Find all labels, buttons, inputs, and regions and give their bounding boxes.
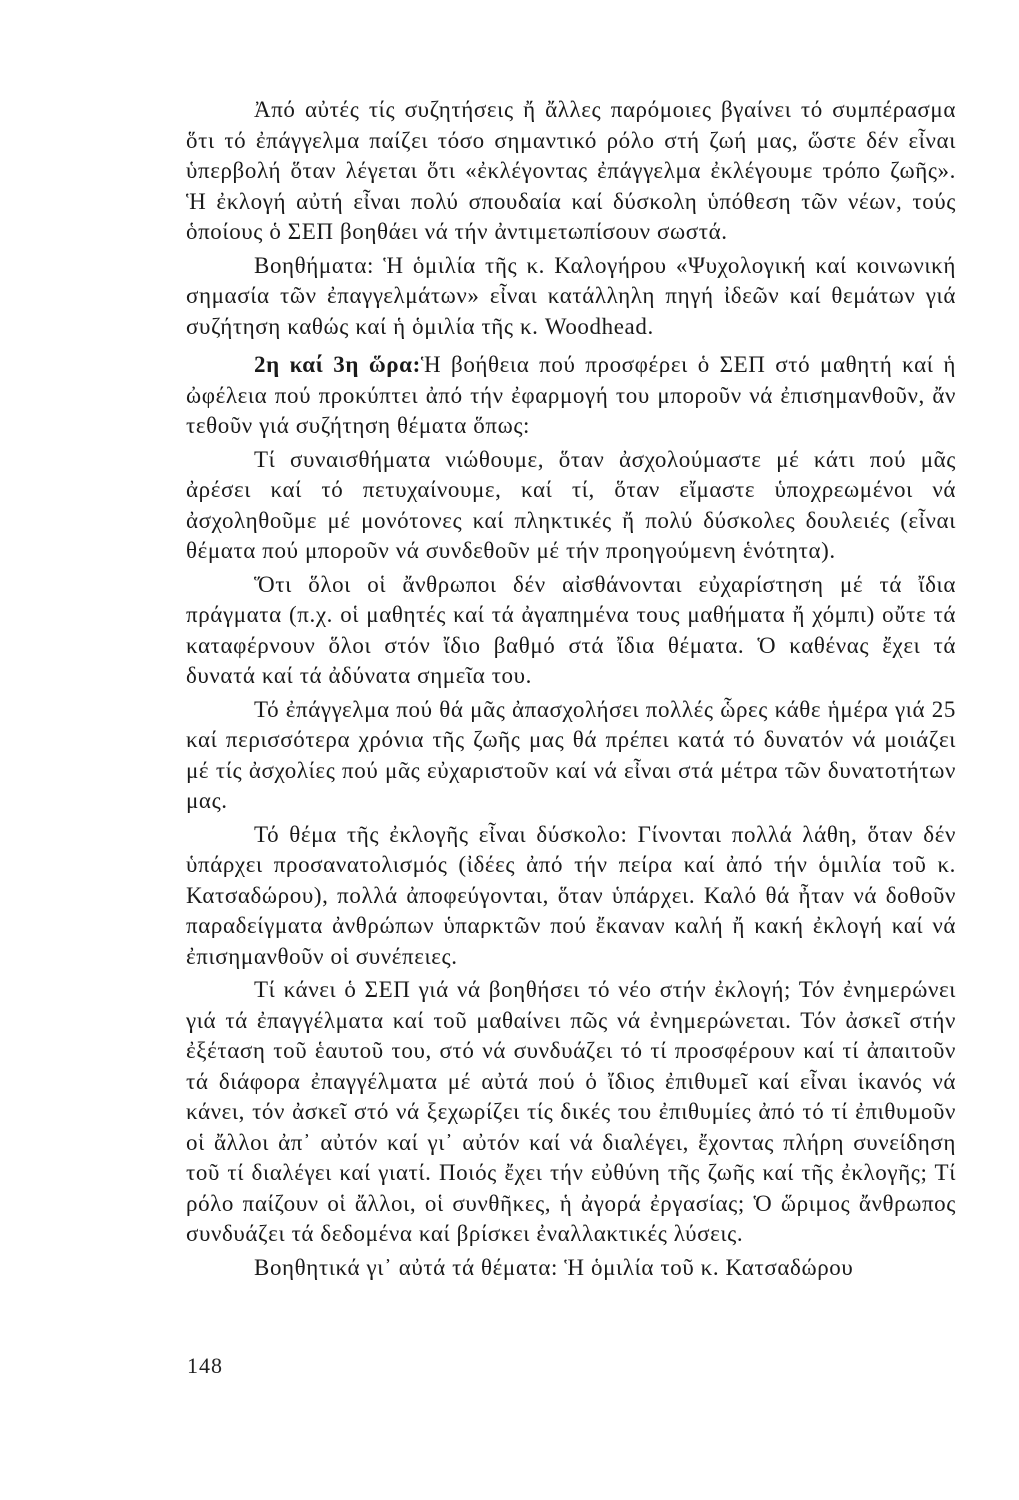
section-lead-text: Ἡ βοήθεια πού προσφέρει ὁ ΣΕΠ στό μαθητή καί ἡ ὠφέλεια πού προκύπτει ἀπό τήν ἐφαρμογή του μποροῦν νά ἐπισημανθοῦν, ἄν τεθοῦν γιά συζήτηση θέματα ὅπως: (186, 352, 956, 438)
page-number: 148 (187, 1353, 223, 1378)
paragraph-aids-2: Βοηθητικά γι᾽ αὐτά τά θέματα: Ἡ ὁμιλία τοῦ κ. Κατσαδώρου (254, 1254, 854, 1280)
paragraph-hours-2-3 (186, 350, 956, 442)
body-text (186, 95, 956, 1283)
section-lead: 2η καί 3η ὥρα: (254, 352, 421, 377)
paragraph-sep-role: Τί κάνει ὁ ΣΕΠ γιά νά βοηθήσει τό νέο στήν ἐκλογή; Τόν ἐνημερώνει γιά τά ἐπαγγέλματα καί τοῦ μαθαίνει πῶς νά ἐνημερώνεται. Τόν ἀσκεῖ στήν ἐξέταση τοῦ ἑαυτοῦ του, στό νά συνδυάζει τό τί προσφέρουν καί τί ἀπαιτοῦν τά διάφορα ἐπαγγέλματα μέ αὐτά πού ὁ ἴδιος ἐπιθυμεῖ καί εἶναι ἱκανός νά κάνει, τόν ἀσκεῖ στό νά ξεχωρίζει τίς δικές του ἐπιθυμίες ἀπό τό τί ἐπιθυμοῦν οἱ ἄλλοι ἀπ᾽ αὐτόν καί γι᾽ αὐτόν καί νά διαλέγει, ἔχοντας πλήρη συνείδηση τοῦ τί διαλέγει καί γιατί. Ποιός ἔχει τήν εὐθύνη τῆς ζωῆς καί τῆς ἐκλογῆς; Τί ρόλο παίζουν οἱ ἄλλοι, οἱ συνθῆκες, ἡ ἀγορά ἐργασίας; Ὁ ὥριμος ἄνθρωπος συνδυάζει τά δεδομένα καί βρίσκει ἐναλλακτικές λύσεις. (186, 977, 956, 1246)
paragraph-differences: Ὅτι ὅλοι οἱ ἄνθρωποι δέν αἰσθάνονται εὐχαρίστηση μέ τά ἴδια πράγματα (π.χ. οἱ μαθητές καί τά ἀγαπημένα τους μαθήματα ἤ χόμπι) οὔτε τά καταφέρνουν ὅλοι στόν ἴδιο βαθμό στά ἴδια θέματα. Ὁ καθένας ἔχει τά δυνατά καί τά ἀδύνατα σημεῖα του. (186, 571, 956, 688)
paragraph-choice-difficulty: Τό θέμα τῆς ἐκλογῆς εἶναι δύσκολο: Γίνονται πολλά λάθη, ὅταν δέν ὑπάρχει προσανατολισμός (ἰδέες ἀπό τήν πείρα καί ἀπό τήν ὁμιλία τοῦ κ. Κατσαδώρου), πολλά ἀποφεύγονται, ὅταν ὑπάρχει. Καλό θά ἦταν νά δοθοῦν παραδείγματα ἀνθρώπων ὑπαρκτῶν πού ἔκαναν καλή ἤ κακή ἐκλογή καί νά ἐπισημανθοῦν οἱ συνέπειες. (186, 821, 956, 969)
paragraph-feelings: Τί συναισθήματα νιώθουμε, ὅταν ἀσχολούμαστε μέ κάτι πού μᾶς ἀρέσει καί τό πετυχαίνουμε, καί τί, ὅταν εἴμαστε ὑποχρεωμένοι νά ἀσχοληθοῦμε μέ μονότονες καί πληκτικές ἤ πολύ δύσκολες δουλειές (εἶναι θέματα πού μποροῦν νά συνδεθοῦν μέ τήν προηγούμενη ἑνότητα). (186, 446, 956, 563)
paragraph-aids-1: Βοηθήματα: Ἡ ὁμιλία τῆς κ. Καλογήρου «Ψυχολογική καί κοινωνική σημασία τῶν ἐπαγγελμάτων» εἶναι κατάλληλη πηγή ἰδεῶν καί θεμάτων γιά συζήτηση καθώς καί ἡ ὁμιλία τῆς κ. Woodhead. (186, 252, 956, 339)
paragraph-profession: Τό ἐπάγγελμα πού θά μᾶς ἀπασχολήσει πολλές ὧρες κάθε ἡμέρα γιά 25 καί περισσότερα χρόνια τῆς ζωῆς μας θά πρέπει κατά τό δυνατόν νά μοιάζει μέ τίς ἀσχολίες πού μᾶς εὐχαριστοῦν καί νά εἶναι στά μέτρα τῶν δυνατοτήτων μας. (186, 696, 956, 813)
paragraph-conclusion: Ἀπό αὐτές τίς συζητήσεις ἤ ἄλλες παρόμοιες βγαίνει τό συμπέρασμα ὅτι τό ἐπάγγελμα παίζει τόσο σημαντικό ρόλο στή ζωή μας, ὥστε δέν εἶναι ὑπερβολή ὅταν λέγεται ὅτι «ἐκλέγοντας ἐπάγγελμα ἐκλέγουμε τρόπο ζωῆς». Ἡ ἐκλογή αὐτή εἶναι πολύ σπουδαία καί δύσκολη ὑπόθεση τῶν νέων, τούς ὁποίους ὁ ΣΕΠ βοηθάει νά τήν ἀντιμετωπίσουν σωστά. (186, 97, 956, 244)
